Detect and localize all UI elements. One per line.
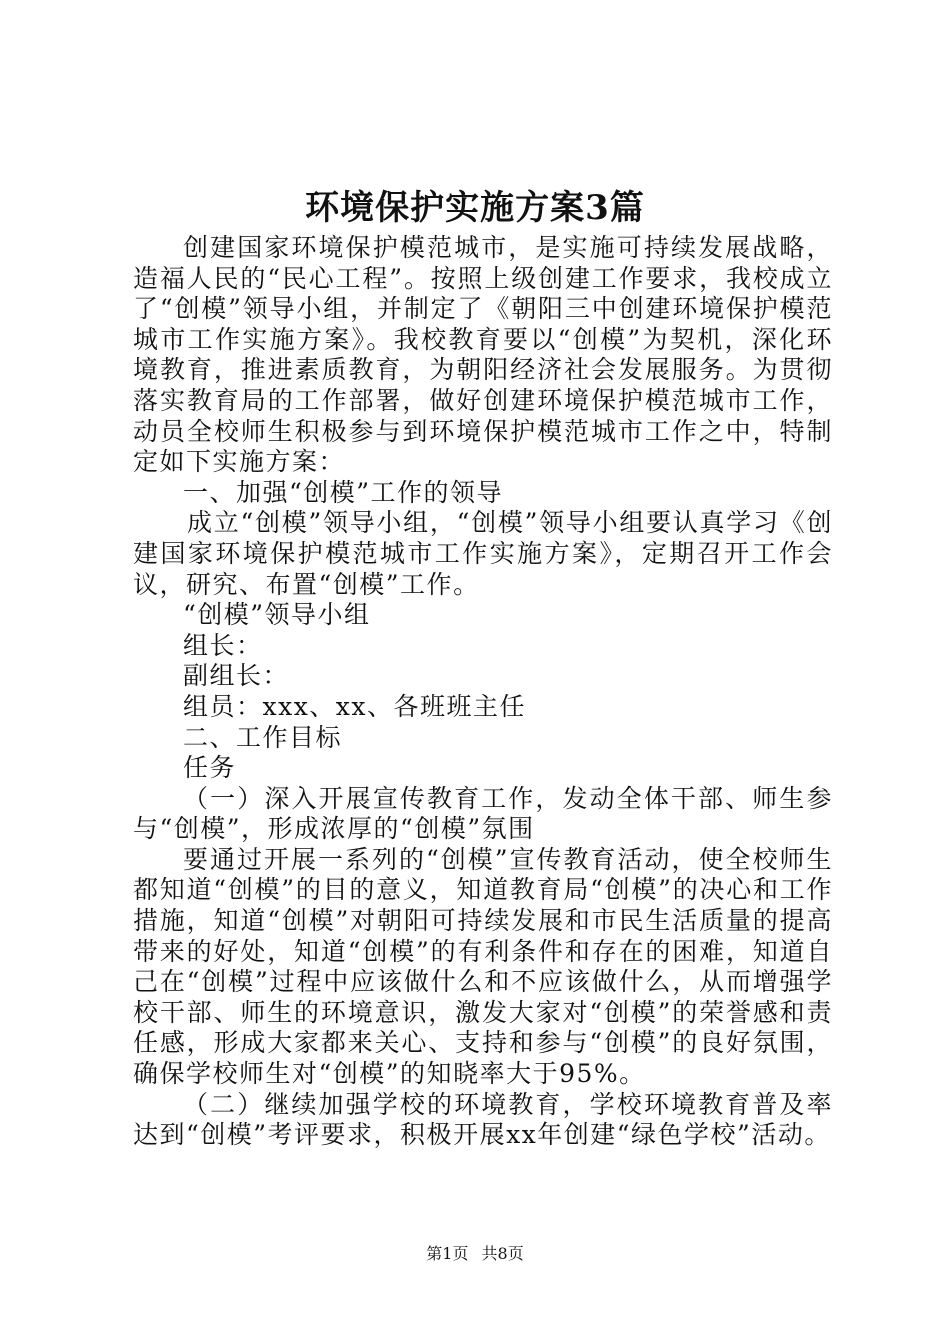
document-title: 环境保护实施方案3篇 — [305, 188, 645, 228]
paragraph-intro: 创建国家环境保护模范城市，是实施可持续发展战略，造福人民的“民心工程”。按照上级创建工作要求，我校成立了“创模”领导小组，并制定了《朝阳三中创建环境保护模范城市工作实施方案》。我校教育要以“创模”为契机，深化环境教育，推进素质教育，为朝阳经济社会发展服务。为贯彻落实教育局的工作部署，做好创建环境保护模范城市工作，动员全校师生积极参与到环境保护模范城市工作之中，特制定如下实施方案： — [133, 233, 833, 477]
page-total: 共8页 — [481, 1244, 524, 1263]
group-leader: 组长： — [183, 630, 263, 660]
page-footer — [0, 1244, 950, 1264]
group-members: 组员：xxx、xx、各班班主任 — [183, 691, 526, 721]
section-heading-1: 一、加强“创模”工作的领导 — [183, 477, 504, 507]
group-deputy: 副组长： — [183, 661, 290, 691]
group-heading: “创模”领导小组 — [183, 600, 371, 630]
document-body — [133, 233, 833, 1151]
item-2: （二）继续加强学校的环境教育，学校环境教育普及率达到“创模”考评要求，积极开展xx年创建“绿色学校”活动。 — [133, 1089, 833, 1150]
item-1: （一）深入开展宣传教育工作，发动全体干部、师生参与“创模”，形成浓厚的“创模”氛围 — [133, 783, 833, 844]
subheading-task: 任务 — [183, 753, 237, 783]
paragraph-leadership: 成立“创模”领导小组，“创模”领导小组要认真学习《创建国家环境保护模范城市工作实施方案》，定期召开工作会议，研究、布置“创模”工作。 — [133, 508, 833, 599]
page-number: 第1页 — [426, 1244, 469, 1263]
paragraph-publicity: 要通过开展一系列的“创模”宣传教育活动，使全校师生都知道“创模”的目的意义，知道教育局“创模”的决心和工作措施，知道“创模”对朝阳可持续发展和市民生活质量的提高带来的好处，知道“创模”的有利条件和存在的困难，知道自己在“创模”过程中应该做什么和不应该做什么，从而增强学校干部、师生的环境意识，激发大家对“创模”的荣誉感和责任感，形成大家都来关心、支持和参与“创模”的良好氛围，确保学校师生对“创模”的知晓率大于95%。 — [133, 844, 833, 1089]
section-heading-2: 二、工作目标 — [183, 722, 343, 752]
